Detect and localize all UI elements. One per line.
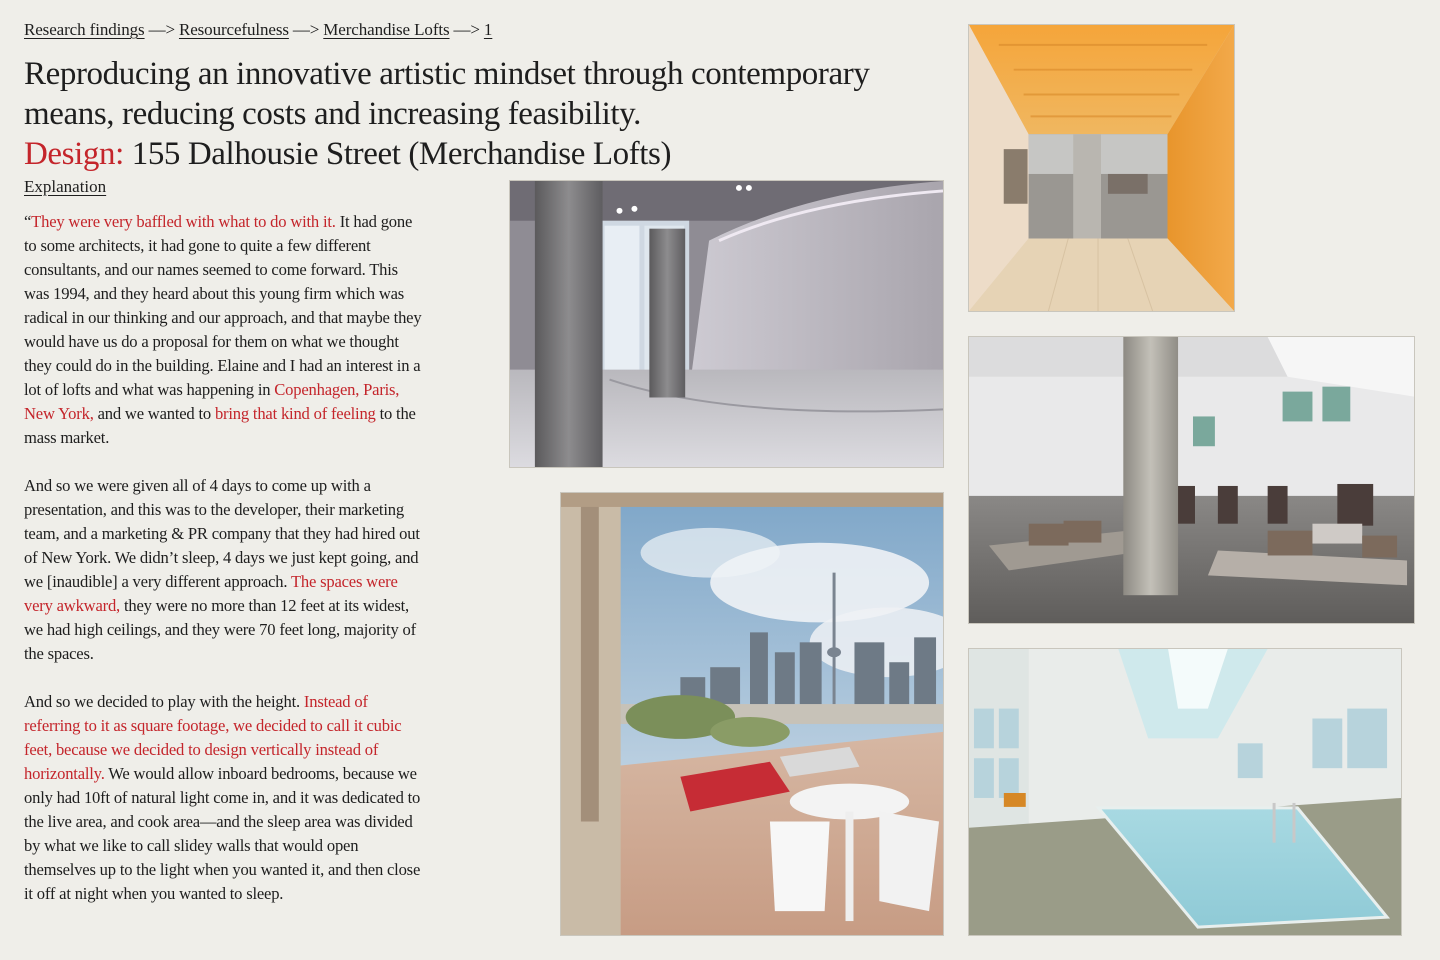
orange-hallway-image bbox=[969, 25, 1234, 311]
body-text-span: they were no more than 12 feet at its widest, we had high ceilings, and they were 70 feet long, majority of the spaces. bbox=[24, 596, 416, 663]
open-quote: “ bbox=[24, 212, 32, 231]
breadcrumb-merchandise-lofts[interactable]: Merchandise Lofts bbox=[323, 20, 450, 39]
design-label: Design: bbox=[24, 136, 124, 172]
interview-text bbox=[24, 210, 424, 930]
photo-indoor-pool bbox=[968, 648, 1402, 936]
explanation-link[interactable]: Explanation bbox=[24, 177, 107, 196]
highlight-text: Instead of referring to it as square footage, we decided to call it cubic feet, because we decided to design vertically instead of horizontally. bbox=[24, 692, 402, 783]
rooftop-terrace-image bbox=[561, 493, 943, 935]
body-text-span: And so we decided to play with the height. bbox=[24, 692, 304, 711]
design-address: 155 Dalhousie Street (Merchandise Lofts) bbox=[131, 136, 672, 172]
paragraph-1 bbox=[24, 210, 424, 450]
breadcrumb-separator: —> bbox=[292, 20, 320, 39]
body-text-span: We would allow inboard bedrooms, because we only had 10ft of natural light come in, and it was dedicated to the live area, and cook area—and the sleep area was divided by what we like to call slidey walls that would open themselves up to the light when you wanted it, and then close it off at night when you wanted to sleep. bbox=[24, 764, 421, 903]
breadcrumb-research-findings[interactable]: Research findings bbox=[24, 20, 145, 39]
design-heading bbox=[24, 134, 954, 174]
indoor-pool-image bbox=[969, 649, 1401, 935]
highlight-text: bring that kind of feeling bbox=[214, 404, 376, 423]
breadcrumb-separator: —> bbox=[453, 20, 480, 39]
page-title: Reproducing an innovative artistic mindset through contemporary means, reducing costs and increasing feasibility. bbox=[24, 56, 870, 132]
photo-rooftop-terrace bbox=[560, 492, 944, 936]
atrium-lounge-image bbox=[969, 337, 1414, 623]
body-text-span: and we wanted to bbox=[93, 404, 215, 423]
breadcrumb bbox=[24, 20, 492, 40]
highlight-text: Copenhagen, Paris, New York, bbox=[24, 380, 400, 423]
body-text-span: And so we were given all of 4 days to come up with a presentation, and this was to the developer, their marketing team, and a marketing & PR company that they had hired out of New York. We didn’t sleep, 4 days we just kept going, and we [inaudible] a very different approach. bbox=[24, 476, 420, 591]
photo-curved-lobby bbox=[509, 180, 944, 468]
body-text-span: to the mass market. bbox=[24, 404, 416, 447]
paragraph-2 bbox=[24, 474, 424, 666]
breadcrumb-separator: —> bbox=[148, 20, 175, 39]
body-text-span: It had gone to some architects, it had gone to quite a few different consultants, and our names seemed to come forward. This was 1994, and they heard about this young firm which was radical in our thinking and our approach, and that maybe they would have us do a proposal for them on what we thought they could do in the building. Elaine and I had an interest in a lot of lofts and what was happening in bbox=[24, 212, 422, 399]
highlight-text: They were very baffled with what to do with it. bbox=[31, 212, 336, 231]
photo-orange-hallway bbox=[968, 24, 1235, 312]
breadcrumb-resourcefulness[interactable]: Resourcefulness bbox=[178, 20, 289, 39]
breadcrumb-page-number[interactable]: 1 bbox=[483, 20, 493, 39]
photo-atrium-lounge bbox=[968, 336, 1415, 624]
highlight-text: The spaces were very awkward, bbox=[24, 572, 398, 615]
curved-lobby-image bbox=[510, 181, 943, 467]
paragraph-3 bbox=[24, 690, 424, 906]
